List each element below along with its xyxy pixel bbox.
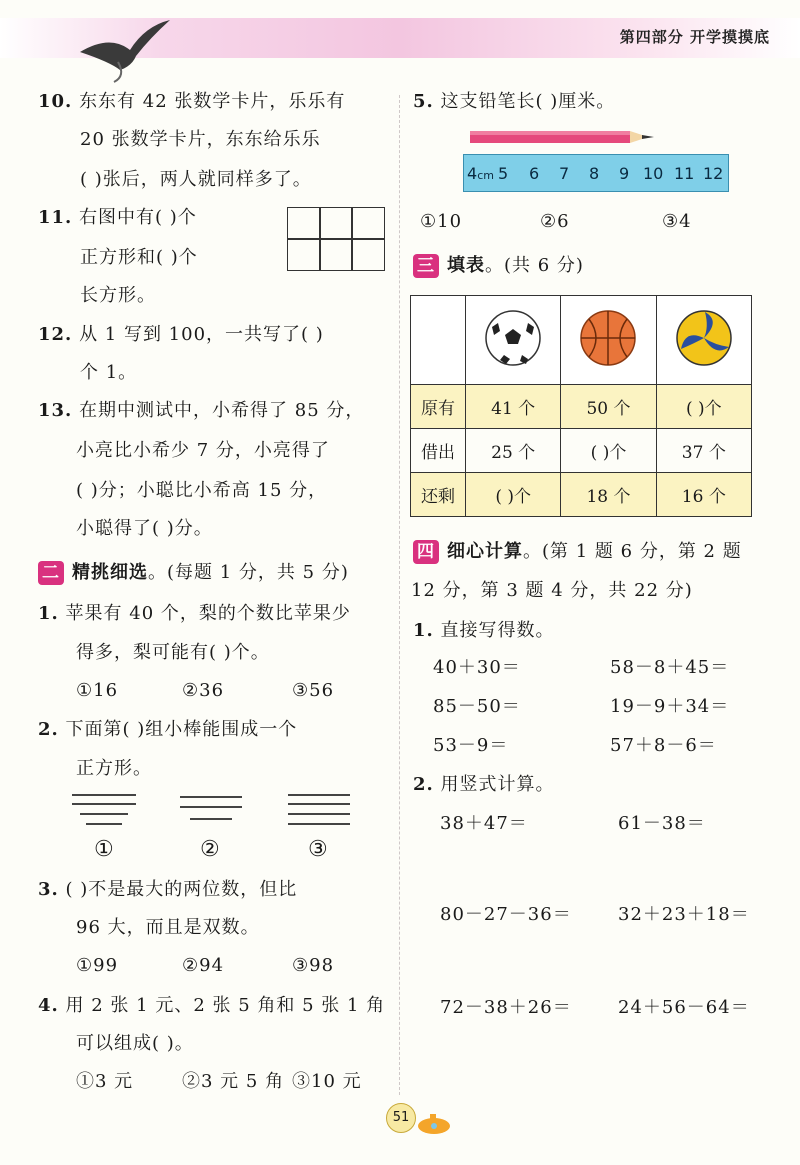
c4-opt2: ②3 元 5 角 [182, 1071, 285, 1092]
table-cell: 25 个 [466, 429, 561, 473]
c1 [38, 604, 351, 624]
c4-number: 4. [38, 995, 59, 1016]
submarine-icon [414, 1108, 454, 1138]
basketball-icon [579, 309, 637, 367]
calc-item: 19－9＋34＝ [610, 696, 730, 717]
seagull-icon [70, 14, 180, 84]
c1-opt2: ②36 [182, 680, 225, 701]
q13-line2: 小亮比小希少 7 分，小亮得了 [76, 440, 330, 461]
table-cell: ( )个 [466, 473, 561, 517]
section2-badge: 二 [38, 561, 64, 585]
table-cell: ( )个 [656, 385, 751, 429]
ruler-tick: 8 [589, 164, 600, 183]
q12-line1: 从 1 写到 100，一共写了( ) [79, 324, 324, 345]
q12 [38, 325, 324, 345]
c3-line2: 96 大，而且是双数。 [76, 917, 260, 938]
c3 [38, 880, 297, 900]
c1-opt3: ③56 [292, 680, 335, 701]
sticks-label-2: ② [200, 837, 221, 862]
table-cell: 18 个 [561, 473, 656, 517]
ruler-unit: cm [477, 169, 494, 182]
c5-opt2: ②6 [540, 211, 570, 232]
section2-note: 。(每题 1 分，共 5 分) [148, 562, 349, 583]
q12-line2: 个 1。 [80, 362, 138, 383]
q11 [38, 208, 197, 228]
calc-item: 85－50＝ [433, 696, 521, 717]
table-row-head: 原有 [411, 385, 466, 429]
k2 [413, 775, 555, 795]
q12-number: 12. [38, 324, 73, 345]
q13-line3: ( )分；小聪比小希高 15 分， [76, 480, 328, 501]
c4-opt1: ①3 元 [76, 1071, 134, 1092]
ruler-tick: 5 [498, 164, 509, 183]
soccer-ball-icon [484, 309, 542, 367]
q13-line4: 小聪得了( )分。 [76, 518, 213, 539]
ruler-tick: 7 [559, 164, 570, 183]
k2-number: 2. [413, 774, 434, 795]
q13-line1: 在期中测试中，小希得了 85 分， [79, 400, 365, 421]
section2-heading [38, 561, 349, 585]
table-cell: 37 个 [656, 429, 751, 473]
k1-number: 1. [413, 620, 434, 641]
k1 [413, 621, 555, 641]
q10-line1: 东东有 42 张数学卡片，乐乐有 [79, 91, 346, 112]
ruler-tick: 9 [619, 164, 630, 183]
page-header-title: 第四部分 开学摸摸底 [619, 28, 770, 46]
c1-number: 1. [38, 603, 59, 624]
c4-opt3: ③10 元 [292, 1071, 362, 1092]
table-cell [656, 296, 751, 385]
c1-line1: 苹果有 40 个，梨的个数比苹果少 [65, 603, 351, 624]
vertical-calc-item: 72－38＋26＝ [440, 997, 572, 1018]
q11-line1: 右图中有( )个 [79, 207, 197, 228]
q11-line2: 正方形和( )个 [80, 247, 198, 268]
q10 [38, 92, 345, 112]
section2-title: 精挑细选 [72, 562, 148, 583]
c1-line2: 得多，梨可能有( )个。 [76, 642, 270, 663]
calc-item: 40＋30＝ [433, 657, 521, 678]
sticks-label-3: ③ [308, 837, 329, 862]
rectangle-grid-figure [287, 207, 385, 271]
c3-line1: ( )不是最大的两位数，但比 [65, 879, 298, 900]
ruler-tick: 11 [674, 164, 695, 183]
table-row-head: 还剩 [411, 473, 466, 517]
q10-line3: ( )张后，两人就同样多了。 [80, 169, 312, 190]
c3-opt3: ③98 [292, 955, 335, 976]
table-cell: 41 个 [466, 385, 561, 429]
table-cell [466, 296, 561, 385]
volleyball-icon [675, 309, 733, 367]
q11-line3: 长方形。 [80, 285, 156, 306]
vertical-calc-item: 80－27－36＝ [440, 904, 572, 925]
c3-number: 3. [38, 879, 59, 900]
vertical-calc-item: 32＋23＋18＝ [618, 904, 750, 925]
section4-note2: 12 分，第 3 题 4 分，共 22 分) [411, 580, 693, 601]
section4-title: 细心计算 [447, 541, 523, 562]
c3-opt1: ①99 [76, 955, 119, 976]
page-number: 51 [386, 1103, 416, 1133]
c4-line1: 用 2 张 1 元、2 张 5 角和 5 张 1 角 [65, 995, 386, 1016]
section4-note: 。(第 1 题 6 分，第 2 题 [523, 541, 742, 562]
c2-line1: 下面第( )组小棒能围成一个 [65, 719, 298, 740]
ruler-start [467, 164, 494, 183]
ruler-first-tick: 4 [467, 164, 478, 183]
table-row-head: 借出 [411, 429, 466, 473]
c3-opt2: ②94 [182, 955, 225, 976]
table-row [411, 429, 752, 473]
section4-badge: 四 [413, 540, 439, 564]
c5-number: 5. [413, 91, 434, 112]
ruler-tick: 6 [529, 164, 540, 183]
q13 [38, 401, 364, 421]
c5 [413, 92, 615, 112]
table-cell [561, 296, 656, 385]
vertical-calc-item: 24＋56－64＝ [618, 997, 750, 1018]
table-cell: ( )个 [561, 429, 656, 473]
table-corner [411, 296, 466, 385]
c4-line2: 可以组成( )。 [76, 1033, 194, 1054]
section3-badge: 三 [413, 254, 439, 278]
calc-item: 53－9＝ [433, 735, 509, 756]
k1-title: 直接写得数。 [440, 620, 555, 641]
column-divider [399, 95, 400, 1095]
q11-number: 11. [38, 207, 73, 228]
sticks-label-1: ① [94, 837, 115, 862]
c5-opt1: ①10 [420, 211, 463, 232]
table-cell: 16 个 [656, 473, 751, 517]
c2-number: 2. [38, 719, 59, 740]
c4 [38, 996, 385, 1016]
section4-heading [413, 540, 742, 564]
vertical-calc-item: 61－38＝ [618, 813, 706, 834]
calc-item: 57＋8－6＝ [610, 735, 717, 756]
calc-item: 58－8＋45＝ [610, 657, 730, 678]
table-row [411, 296, 752, 385]
q13-number: 13. [38, 400, 73, 421]
pencil-icon [470, 128, 660, 146]
c2-line2: 正方形。 [76, 758, 152, 779]
vertical-calc-item: 38＋47＝ [440, 813, 528, 834]
c1-opt1: ①16 [76, 680, 119, 701]
c5-opt3: ③4 [662, 211, 692, 232]
ball-table [410, 295, 752, 517]
q10-number: 10. [38, 91, 73, 112]
ruler-tick: 12 [703, 164, 724, 183]
section3-title: 填表 [447, 255, 485, 276]
section3-note: 。(共 6 分) [485, 255, 584, 276]
table-cell: 50 个 [561, 385, 656, 429]
ruler-tick: 10 [643, 164, 664, 183]
k2-title: 用竖式计算。 [440, 774, 555, 795]
c2 [38, 720, 297, 740]
c5-line1: 这支铅笔长( )厘米。 [440, 91, 616, 112]
table-row [411, 473, 752, 517]
q10-line2: 20 张数学卡片，东东给乐乐 [80, 129, 321, 150]
table-row [411, 385, 752, 429]
section3-heading [413, 254, 584, 278]
